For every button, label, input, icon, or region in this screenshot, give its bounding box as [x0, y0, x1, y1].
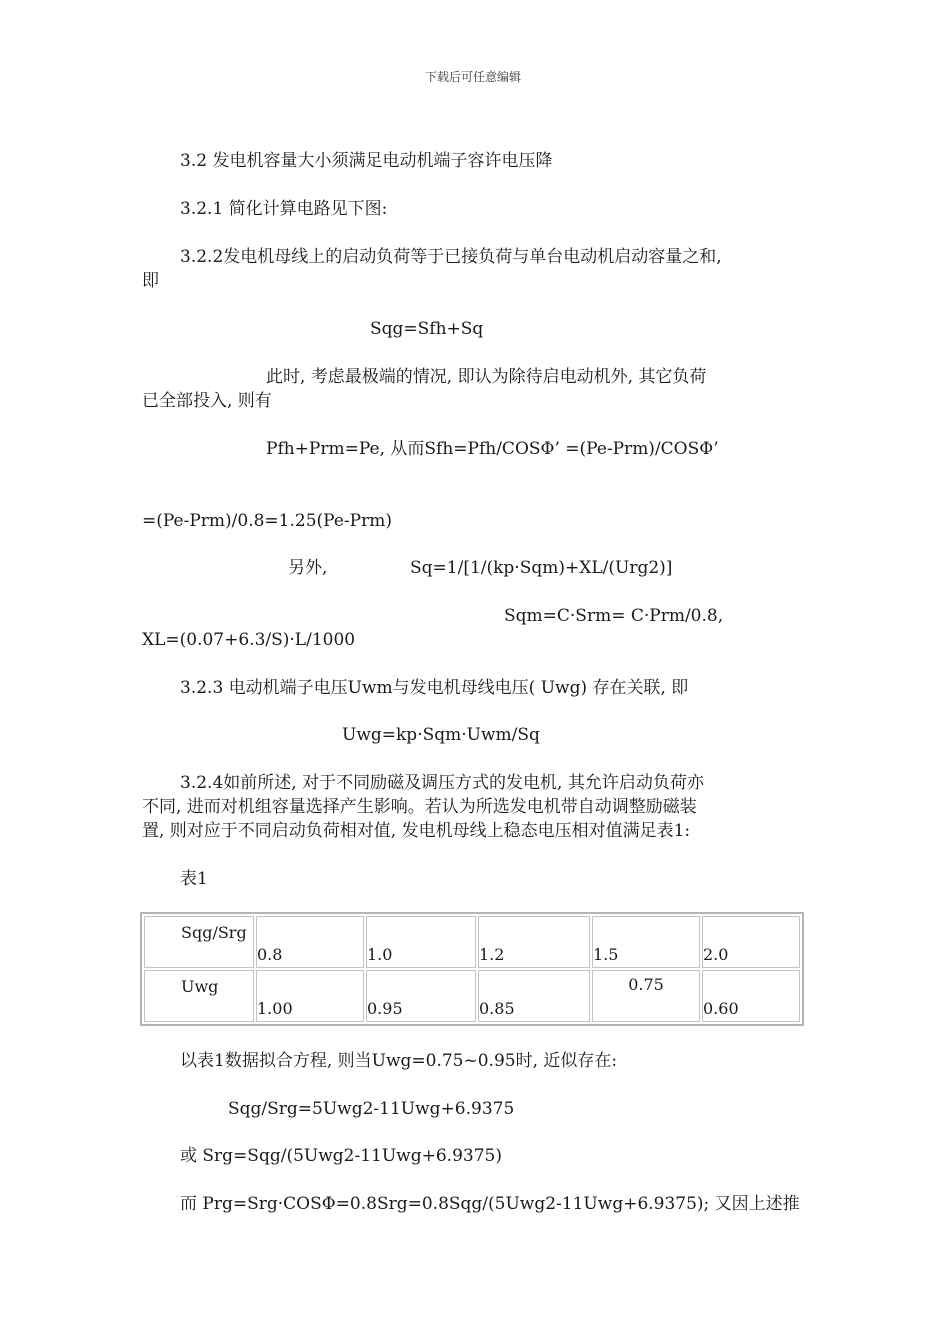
section-3-2-2-line2: 即 [142, 271, 159, 291]
section-3-2-4-line1: 3.2.4如前所述, 对于不同励磁及调压方式的发电机, 其允许启动负荷亦 [180, 773, 704, 793]
equation-sqg: Sqg=Sfh+Sq [370, 319, 484, 339]
equation-sqm: Sqm=C·Srm= C·Prm/0.8, [504, 606, 724, 626]
table-cell-value: 1.2 [479, 945, 505, 964]
table-cell-value: 0.95 [367, 999, 403, 1018]
table-cell [478, 916, 590, 968]
table-cell [366, 970, 476, 1022]
table-cell-value: 1.00 [257, 999, 293, 1018]
table-cell-value: 1.0 [367, 945, 393, 964]
table-row-header-cell [144, 970, 254, 1022]
page-header: 下载后可任意编辑 [425, 70, 522, 84]
table-cell [256, 916, 364, 968]
table-1 [140, 912, 804, 1026]
table-row-header: Sqg/Srg [181, 923, 247, 942]
section-3-2-4-line2: 不同, 进而对机组容量选择产生影响。若认为所选发电机带自动调整励磁装 [142, 797, 697, 817]
equation-uwg: Uwg=kp·Sqm·Uwm/Sq [342, 725, 540, 745]
table-cell [592, 916, 700, 968]
equation-sfh: Pfh+Prm=Pe, 从而Sfh=Pfh/COSΦ’ =(Pe-Prm)/COSΦ’ [266, 439, 719, 459]
table-cell-value: 1.5 [593, 945, 619, 964]
equation-sfh-cont: =(Pe-Prm)/0.8=1.25(Pe-Prm) [142, 511, 392, 531]
table-cell-value: 0.8 [257, 945, 283, 964]
paragraph-extreme-case-line2: 已全部投入, 则有 [142, 391, 272, 411]
equation-srg: 或 Srg=Sqg/(5Uwg2-11Uwg+6.9375) [180, 1146, 502, 1166]
equation-sq: Sq=1/[1/(kp·Sqm)+XL/(Urg2)] [410, 558, 673, 578]
table-row [144, 916, 800, 968]
table-caption: 表1 [180, 869, 208, 889]
equation-fit: Sqg/Srg=5Uwg2-11Uwg+6.9375 [228, 1099, 515, 1119]
table-cell-value: 0.85 [479, 999, 515, 1018]
table-cell-value: 2.0 [703, 945, 729, 964]
fit-intro: 以表1数据拟合方程, 则当Uwg=0.75~0.95时, 近似存在: [180, 1051, 618, 1071]
table-row-header: Uwg [181, 977, 219, 996]
table-cell [256, 970, 364, 1022]
table-row [144, 970, 800, 1022]
section-3-2-3-heading: 3.2.3 电动机端子电压Uwm与发电机母线电压( Uwg) 存在关联, 即 [180, 678, 689, 698]
section-3-2-2-line1: 3.2.2发电机母线上的启动负荷等于已接负荷与单台电动机启动容量之和, [180, 247, 722, 267]
equation-prg: 而 Prg=Srg·COSΦ=0.8Srg=0.8Sqg/(5Uwg2-11Uwg+6.9375); 又因上述推 [180, 1194, 800, 1214]
besides-label: 另外, [288, 558, 328, 578]
table-cell [702, 970, 800, 1022]
equation-xl: XL=(0.07+6.3/S)·L/1000 [142, 630, 356, 650]
table-cell-value: 0.75 [628, 975, 664, 994]
table-cell [366, 916, 476, 968]
table-row-header-cell [144, 916, 254, 968]
table-cell [702, 916, 800, 968]
table-cell [592, 970, 700, 1022]
section-3-2-1-heading: 3.2.1 简化计算电路见下图: [180, 199, 388, 219]
paragraph-extreme-case-line1: 此时, 考虑最极端的情况, 即认为除待启电动机外, 其它负荷 [266, 367, 707, 387]
section-3-2-heading: 3.2 发电机容量大小须满足电动机端子容许电压降 [180, 151, 553, 171]
table-cell [478, 970, 590, 1022]
section-3-2-4-line3: 置, 则对应于不同启动负荷相对值, 发电机母线上稳态电压相对值满足表1: [142, 821, 691, 841]
table-cell-value: 0.60 [703, 999, 739, 1018]
